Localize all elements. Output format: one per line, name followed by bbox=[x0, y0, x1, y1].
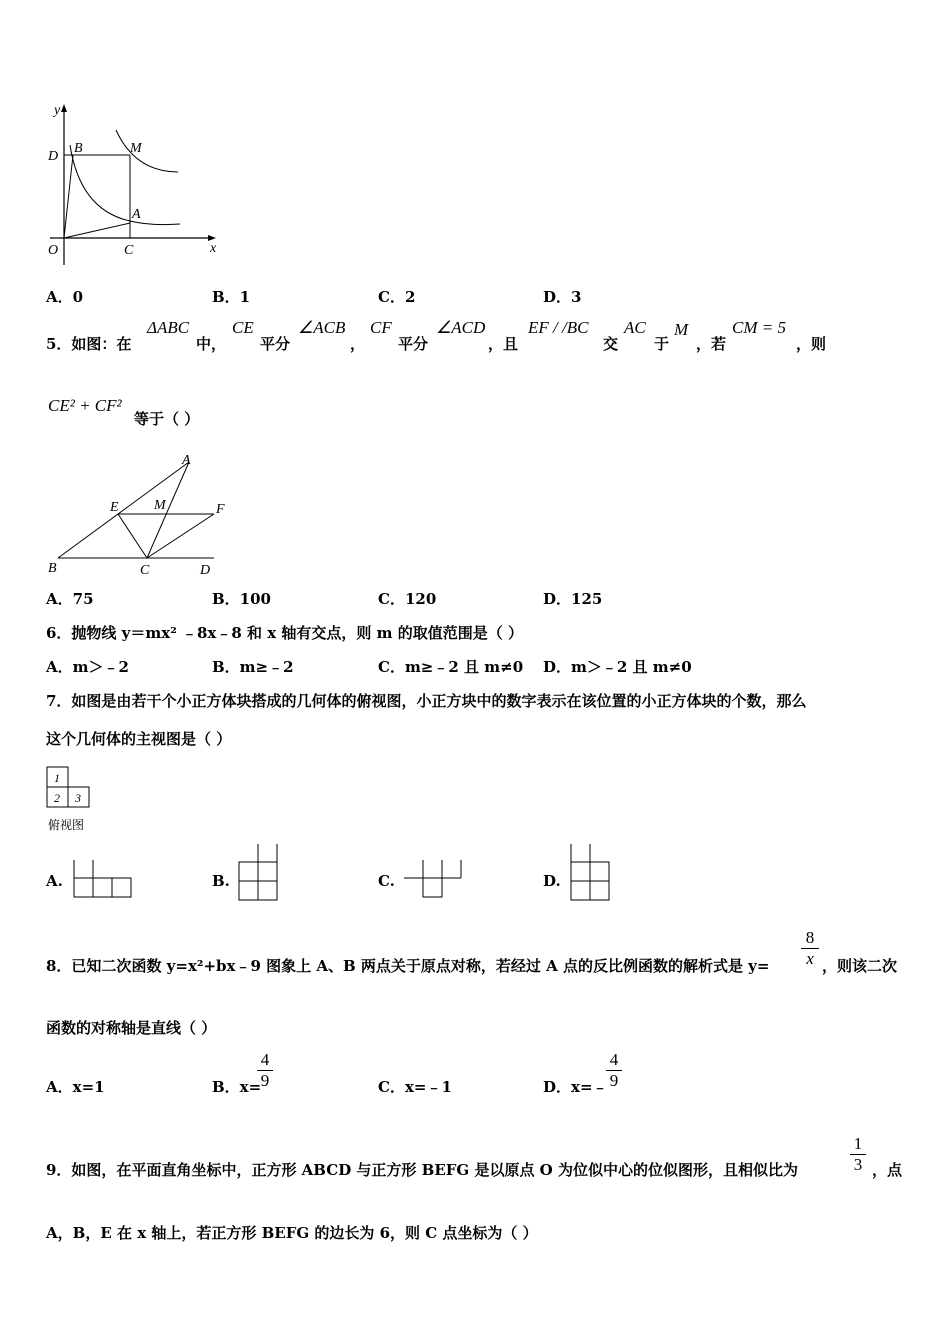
q4-option-c[interactable]: C．2 bbox=[378, 288, 416, 306]
q5-t2: 平分 bbox=[260, 335, 291, 353]
q5-label-F: F bbox=[216, 502, 225, 517]
q5-label-A: A bbox=[182, 453, 191, 468]
q5-label-C: C bbox=[140, 563, 150, 578]
q7-option-c[interactable]: C. bbox=[378, 872, 395, 890]
q5-label-D: D bbox=[200, 563, 211, 578]
q5-acb: ∠ACB bbox=[298, 318, 346, 337]
q4-label-D: D bbox=[48, 149, 59, 164]
q8-option-d[interactable]: D．x=﹣ bbox=[543, 1078, 608, 1096]
q5-ac: AC bbox=[624, 318, 646, 337]
q5-t4: 平分 bbox=[398, 335, 429, 353]
q8-option-a[interactable]: A．x=1 bbox=[46, 1078, 105, 1096]
q8-option-d-den: 9 bbox=[609, 1071, 619, 1090]
q9-line2: A，B，E 在 x 轴上，若正方形 BEFG 的边长为 6，则 C 点坐标为（ ） bbox=[46, 1224, 538, 1242]
q8-frac-num: 8 bbox=[801, 928, 819, 949]
q5-cm: CM = 5 bbox=[732, 318, 786, 337]
q6-option-a[interactable]: A．m＞﹣2 bbox=[46, 658, 129, 676]
q8-option-b-fraction bbox=[257, 1050, 273, 1091]
q8-line1-a: 8．已知二次函数 y=x²+bx﹣9 图象上 A、B 两点关于原点对称，若经过 A 点的反比例函数的解析式是 y= bbox=[46, 957, 770, 975]
q5-figure bbox=[44, 448, 244, 580]
q4-figure bbox=[40, 100, 230, 270]
q8-line1-b: ，则该二次 bbox=[822, 957, 898, 975]
q5-prefix: 5．如图：在 bbox=[46, 335, 132, 353]
q5-m: M bbox=[674, 320, 689, 339]
q8-option-d-fraction bbox=[606, 1050, 622, 1091]
q4-label-y: y bbox=[54, 103, 61, 118]
q7-grid-number-1: 1 bbox=[54, 771, 60, 785]
q5-option-c[interactable]: C．120 bbox=[378, 590, 437, 608]
q8-option-b[interactable]: B．x= bbox=[212, 1078, 262, 1096]
q8-frac-den: x bbox=[806, 949, 814, 968]
q8-fraction bbox=[801, 928, 819, 969]
q8-option-c[interactable]: C．x=﹣1 bbox=[378, 1078, 452, 1096]
q9-fraction bbox=[850, 1134, 866, 1175]
q7-option-c-figure[interactable] bbox=[402, 858, 468, 902]
q5-tail: 等于（ ） bbox=[134, 410, 200, 428]
q5-efbc: EF / /BC bbox=[528, 318, 589, 337]
q7-top-view bbox=[44, 764, 104, 812]
q8-line2: 函数的对称轴是直线（ ） bbox=[46, 1019, 217, 1037]
q5-t3: ， bbox=[350, 335, 366, 353]
q4-label-C: C bbox=[124, 243, 134, 258]
q5-label-B: B bbox=[48, 561, 57, 576]
q9-line1-b: ，点 bbox=[872, 1161, 903, 1179]
q7-option-d[interactable]: D. bbox=[543, 872, 561, 890]
q4-label-M: M bbox=[130, 141, 142, 156]
q9-frac-den: 3 bbox=[853, 1155, 863, 1174]
q7-option-a-figure[interactable] bbox=[72, 858, 134, 902]
q5-ce: CE bbox=[232, 318, 254, 337]
q5-t7: 于 bbox=[654, 335, 670, 353]
q5-expr: CE² + CF² bbox=[48, 396, 122, 415]
q7-option-d-figure[interactable] bbox=[569, 842, 613, 904]
q4-label-A: A bbox=[132, 207, 141, 222]
q6-option-b[interactable]: B．m≥﹣2 bbox=[212, 658, 294, 676]
q7-option-b-figure[interactable] bbox=[237, 842, 281, 904]
q5-t8: ，若 bbox=[696, 335, 727, 353]
q8-option-b-num: 4 bbox=[257, 1050, 273, 1071]
q5-option-b[interactable]: B．100 bbox=[212, 590, 271, 608]
q4-label-O: O bbox=[48, 243, 59, 258]
q8-option-b-den: 9 bbox=[260, 1071, 270, 1090]
q5-label-M: M bbox=[154, 498, 166, 513]
q5-option-a[interactable]: A．75 bbox=[46, 590, 94, 608]
q7-caption: 俯视图 bbox=[48, 818, 85, 832]
q7-line1: 7．如图是由若干个小正方体块搭成的几何体的俯视图，小正方块中的数字表示在该位置的小正方体块的个数，那么 bbox=[46, 692, 807, 710]
q5-t1: 中， bbox=[196, 335, 227, 353]
q4-option-b[interactable]: B．1 bbox=[212, 288, 251, 306]
q5-cf: CF bbox=[370, 318, 392, 337]
q9-frac-num: 1 bbox=[850, 1134, 866, 1155]
q6-option-d[interactable]: D．m＞﹣2 且 m≠0 bbox=[543, 658, 692, 676]
q5-t5: ，且 bbox=[488, 335, 519, 353]
q7-option-b[interactable]: B. bbox=[212, 872, 230, 890]
q9-line1-a: 9．如图，在平面直角坐标中，正方形 ABCD 与正方形 BEFG 是以原点 O 为位似中心的位似图形，且相似比为 bbox=[46, 1161, 798, 1179]
q7-line2: 这个几何体的主视图是（ ） bbox=[46, 730, 232, 748]
q7-grid-number-2: 2 bbox=[54, 791, 60, 805]
q7-grid-number-3: 3 bbox=[75, 791, 81, 805]
q5-t6: 交 bbox=[603, 335, 619, 353]
q4-label-B: B bbox=[74, 141, 83, 156]
q4-option-a[interactable]: A．0 bbox=[46, 288, 84, 306]
q6-question: 6．抛物线 y＝mx² ﹣8x﹣8 和 x 轴有交点，则 m 的取值范围是（ ） bbox=[46, 624, 523, 642]
q5-option-d[interactable]: D．125 bbox=[543, 590, 603, 608]
q5-abc: ΔABC bbox=[147, 318, 190, 337]
q5-acd: ∠ACD bbox=[436, 318, 486, 337]
q5-label-E: E bbox=[110, 500, 119, 515]
q6-option-c[interactable]: C．m≥﹣2 且 m≠0 bbox=[378, 658, 524, 676]
q7-option-a[interactable]: A. bbox=[46, 872, 63, 890]
q4-label-x: x bbox=[210, 241, 217, 256]
q8-option-d-num: 4 bbox=[606, 1050, 622, 1071]
q4-option-d[interactable]: D．3 bbox=[543, 288, 582, 306]
q5-t9: ，则 bbox=[796, 335, 827, 353]
